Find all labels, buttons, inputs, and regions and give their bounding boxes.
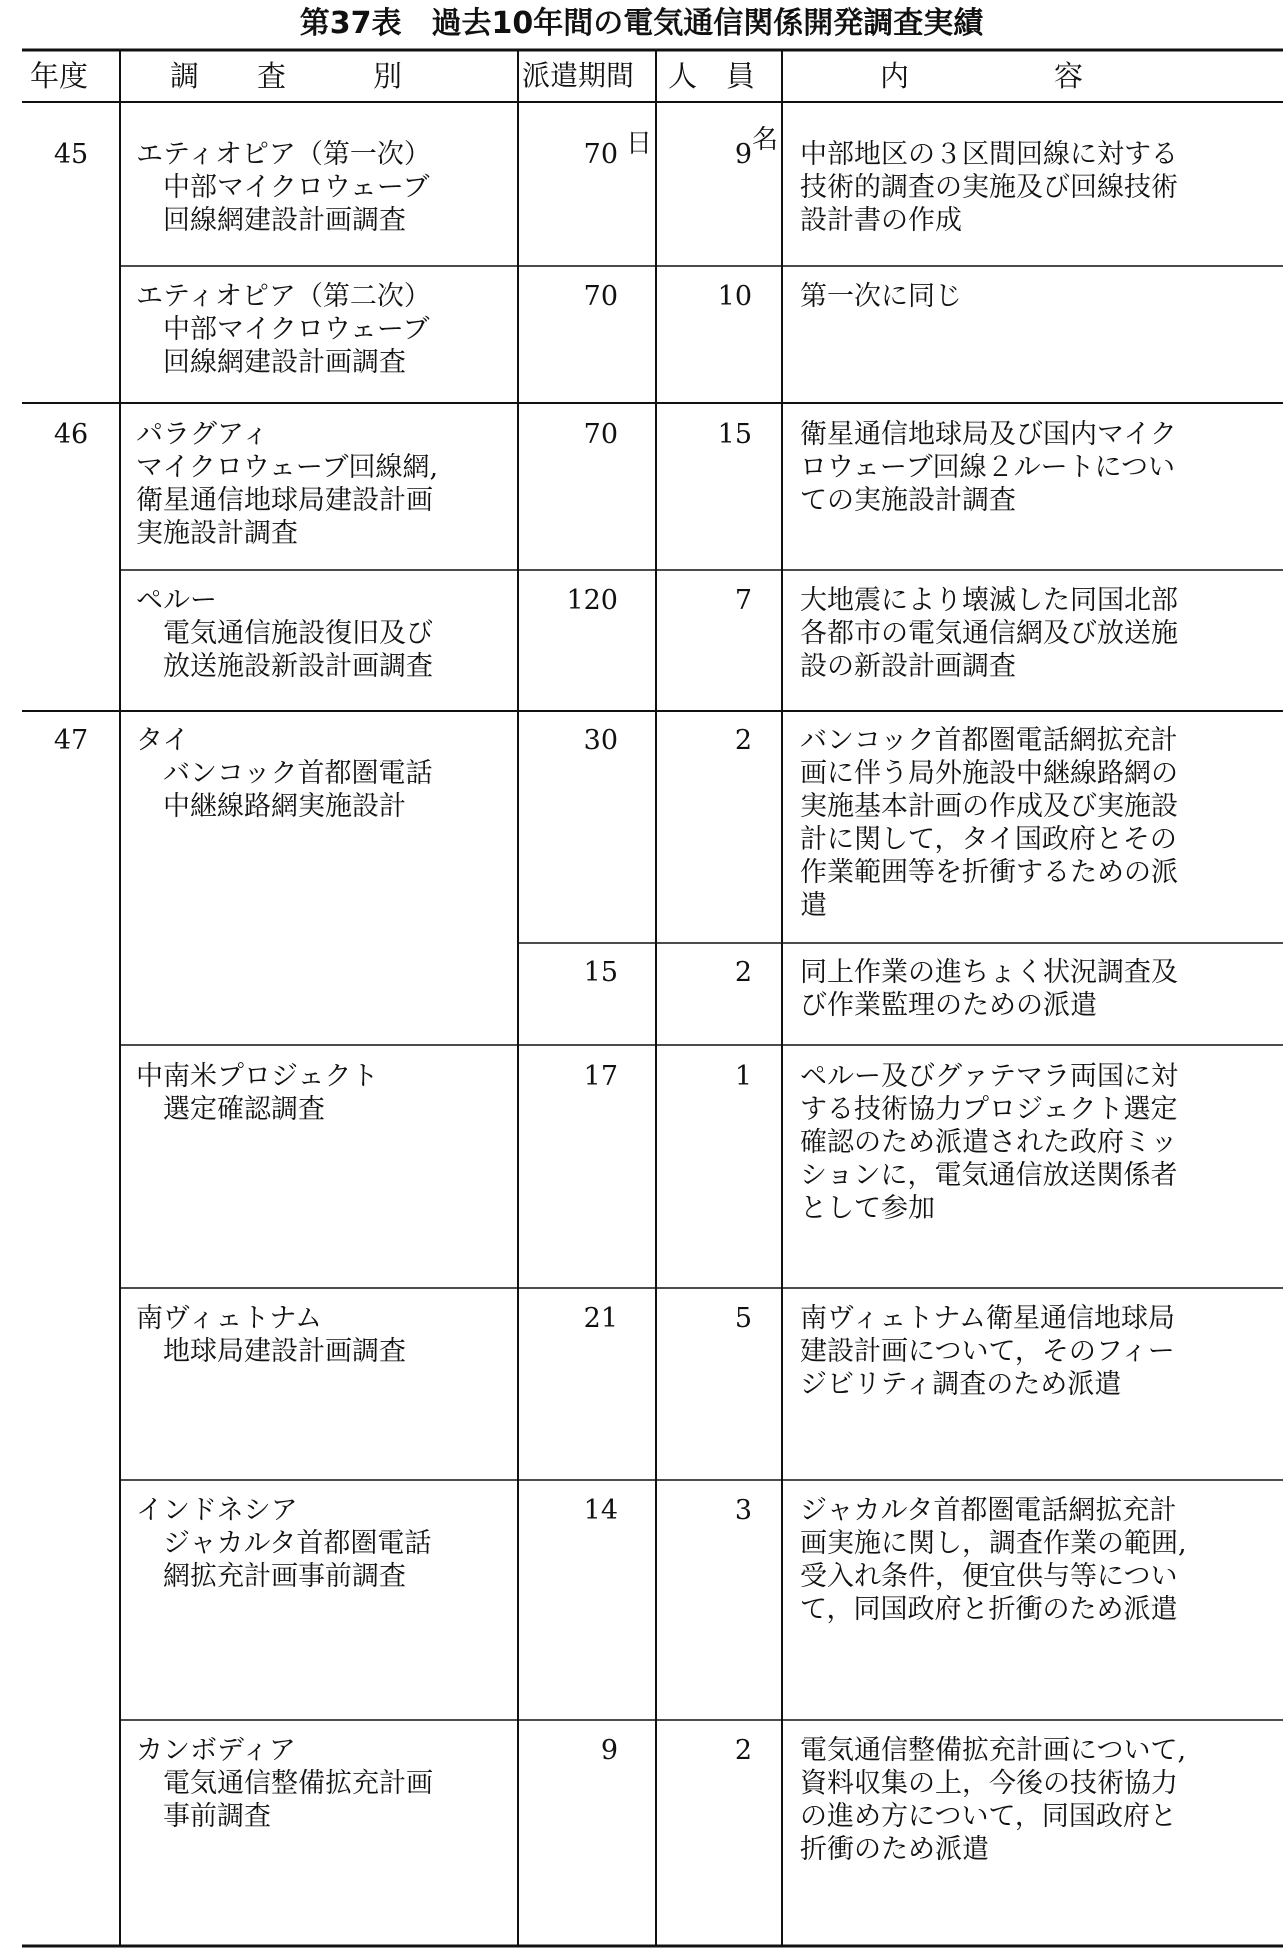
row-period: 70 <box>583 281 618 312</box>
row-survey: エティオピア（第二次） 中部マイクロウェーブ 回線網建設計画調査 <box>136 281 431 378</box>
row-survey: エティオピア（第一次） 中部マイクロウェーブ 回線網建設計画調査 <box>136 139 431 236</box>
row-period: 70 <box>583 139 618 170</box>
row-content: 大地震により壊滅した同国北部 各都市の電気通信網及び放送施 設の新設計画調査 <box>800 585 1178 682</box>
header-survey: 調 査 別 <box>170 59 403 93</box>
header-period: 派遣期間 <box>522 59 635 92</box>
row-survey: 中南米プロジェクト 選定確認調査 <box>136 1061 379 1125</box>
row-period: 14 <box>583 1495 618 1526</box>
row-period: 30 <box>583 725 618 756</box>
row-content: ペルー及びグァテマラ両国に対 する技術協力プロジェクト選定 確認のため派遣された政府ミッ ションに，電気通信放送関係者 として参加 <box>800 1061 1178 1224</box>
row-content: 同上作業の進ちょく状況調査及 び作業監理のための派遣 <box>800 957 1178 1021</box>
row-year: 46 <box>53 419 89 450</box>
row-period: 15 <box>583 957 618 988</box>
row-period: 120 <box>566 585 618 616</box>
row-survey: 南ヴィェトナム 地球局建設計画調査 <box>136 1303 406 1367</box>
row-people: 2 <box>734 1735 752 1766</box>
row-people: 7 <box>734 585 752 616</box>
row-period: 70 <box>583 419 618 450</box>
row-content: 中部地区の３区間回線に対する 技術的調査の実施及び回線技術 設計書の作成 <box>800 139 1178 236</box>
row-people: 1 <box>734 1061 752 1092</box>
row-survey: タイ バンコック首都圏電話 中継線路網実施設計 <box>136 725 433 822</box>
row-people: 2 <box>734 725 752 756</box>
row-content: 電気通信整備拡充計画について, 資料収集の上，今後の技術協力 の進め方について，同国政府と 折衝のため派遣 <box>800 1735 1187 1865</box>
row-survey: インドネシア ジャカルタ首都圏電話 網拡充計画事前調査 <box>136 1495 432 1592</box>
row-period: 17 <box>583 1061 618 1092</box>
row-survey: パラグアィ マイクロウェーブ回線網, 衛星通信地球局建設計画 実施設計調査 <box>136 419 439 549</box>
header-year: 年度 <box>30 59 89 93</box>
row-content: 第一次に同じ <box>800 281 962 312</box>
unit-days: 日 <box>626 129 653 159</box>
row-people: 9 <box>734 139 752 170</box>
row-year: 47 <box>53 725 89 756</box>
row-content: 南ヴィェトナム衛星通信地球局 建設計画について，そのフィー ジビリティ調査のため派遣 <box>800 1303 1176 1400</box>
row-content: ジャカルタ首都圏電話網拡充計 画実施に関し，調査作業の範囲, 受入れ条件，便宜供与等につい て，同国政府と折衝のため派遣 <box>800 1495 1187 1625</box>
row-survey: カンボディア 電気通信整備拡充計画 事前調査 <box>136 1735 433 1832</box>
table-title: 第37表 過去10年間の電気通信関係開発調査実績 <box>299 6 984 41</box>
header-people: 人 員 <box>668 59 756 93</box>
row-content: 衛星通信地球局及び国内マイク ロウェーブ回線２ルートについ ての実施設計調査 <box>800 419 1177 516</box>
row-survey: ペルー 電気通信施設復旧及び 放送施設新設計画調査 <box>136 585 433 682</box>
row-period: 9 <box>600 1735 618 1766</box>
header-content: 内 容 <box>880 59 1084 93</box>
row-year: 45 <box>53 139 89 170</box>
row-people: 3 <box>734 1495 752 1526</box>
row-people: 15 <box>717 419 752 450</box>
row-people: 10 <box>717 281 752 312</box>
row-people: 2 <box>734 957 752 988</box>
row-people: 5 <box>734 1303 752 1334</box>
unit-persons: 名 <box>752 125 779 155</box>
row-period: 21 <box>583 1303 618 1334</box>
row-content: バンコック首都圏電話網拡充計 画に伴う局外施設中継線路網の 実施基本計画の作成及び実施設 計に関して，タイ国政府とその 作業範囲等を折衝するための派 遣 <box>800 725 1178 921</box>
